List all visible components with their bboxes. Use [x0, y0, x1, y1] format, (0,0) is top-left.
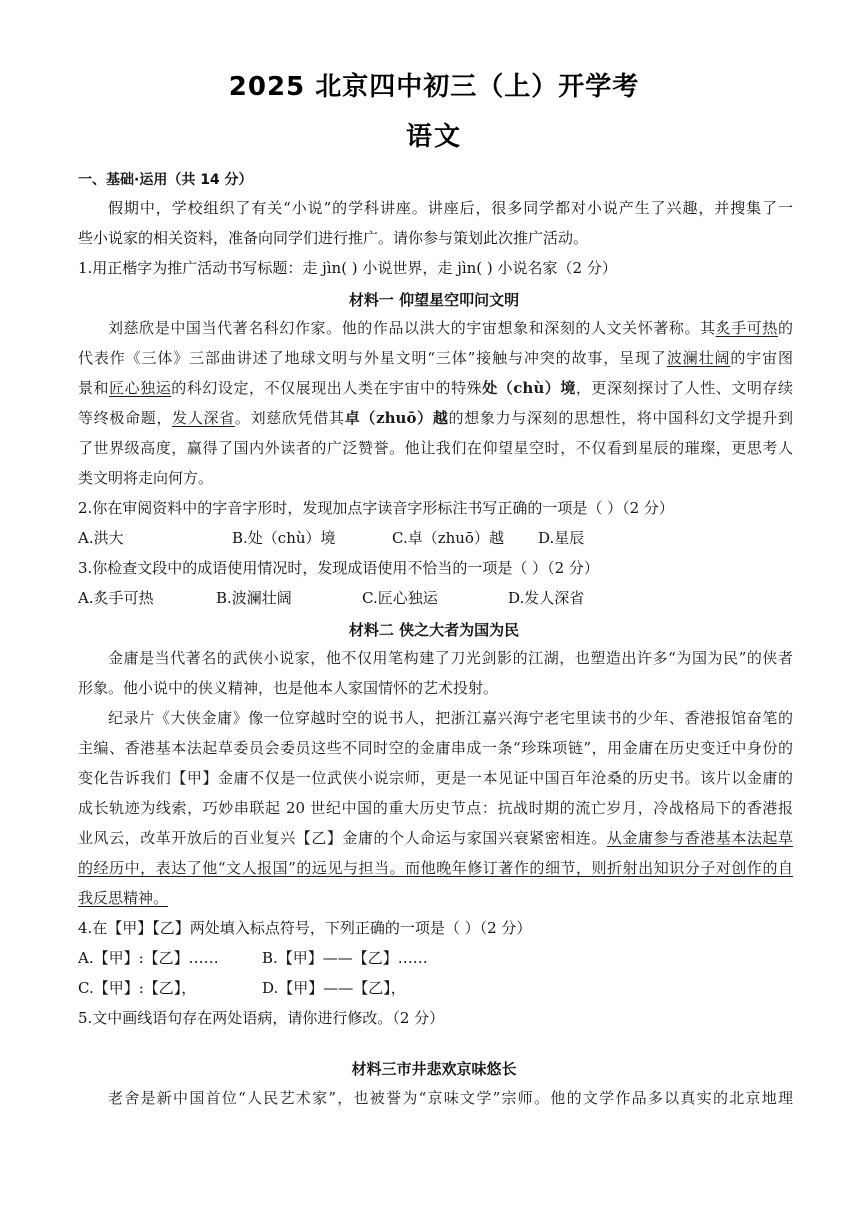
material-1-line-3: 景和匠心独运的科幻设定，不仅展现出人类在宇宙中的特殊处（chù）境，更深刻探讨了人性、文明存续	[78, 379, 793, 397]
section-heading: 一、基础·运用（共 14 分）	[78, 172, 253, 188]
intro-line-1: 假期中，学校组织了有关“小说”的学科讲座。讲座后，很多同学都对小说产生了兴趣，并搜集了一	[108, 199, 793, 217]
material-1-line-2: 代表作《三体》三部曲讲述了地球文明与外星文明“三体”接触与冲突的故事，呈现了波澜壮阔的宇宙图	[78, 349, 793, 367]
material-2-line-4: 主编、香港基本法起草委员会委员这些不同时空的金庸串成一条“珍珠项链”，用金庸在历史变迁中身份的	[78, 739, 793, 757]
material-2-line-7: 业风云，改革开放后的百业复兴【乙】金庸的个人命运与家国兴衰紧密相连。从金庸参与香港基本法起草	[78, 829, 793, 847]
subject-title: 语文	[405, 122, 462, 152]
material-2-line-6: 成长轨迹为线索，巧妙串联起 20 世纪中国的重大历史节点：抗战时期的流亡岁月，冷战格局下的香港报	[78, 799, 793, 817]
question-3: 3.你检查文段中的成语使用情况时，发现成语使用不恰当的一项是（ ）（2 分）	[78, 559, 599, 577]
material-1-line-1: 刘慈欣是中国当代著名科幻作家。他的作品以洪大的宇宙想象和深刻的人文关怀著称。其炙手可热的	[108, 319, 793, 337]
material-1-line-6: 类文明将走向何方。	[78, 469, 214, 487]
exam-title: 2025 北京四中初三（上）开学考	[228, 72, 640, 102]
material-3-title: 材料三市井悲欢京味悠长	[351, 1060, 517, 1078]
material-2-line-3: 纪录片《大侠金庸》像一位穿越时空的说书人，把浙江嘉兴海宁老宅里读书的少年、香港报馆奋笔的	[108, 709, 793, 727]
q2-option-c: C.卓（zhuō）越	[392, 529, 504, 547]
question-4: 4.在【甲】【乙】两处填入标点符号，下列正确的一项是（ ）（2 分）	[78, 919, 532, 937]
material-2-line-8: 的经历中，表达了他“文人报国”的远见与担当。而他晚年修订著作的细节，则折射出知识分子对创作的自	[78, 859, 793, 877]
q4-option-c: C.【甲】:【乙】，	[78, 979, 197, 997]
q4-option-a: A.【甲】:【乙】……	[78, 949, 219, 967]
question-1: 1.用正楷字为推广活动书写标题：走 jìn( ) 小说世界，走 jìn( ) 小说名家（2 分）	[78, 259, 617, 277]
question-2: 2.你在审阅资料中的字音字形时，发现加点字读音字形标注书写正确的一项是（ ）（2 分）	[78, 499, 674, 517]
material-2-line-1: 金庸是当代著名的武侠小说家，他不仅用笔构建了刀光剑影的江湖，也塑造出许多“为国为民”的侠者	[108, 649, 793, 667]
q4-option-b: B.【甲】——【乙】……	[262, 949, 428, 967]
q3-option-d: D.发人深省	[508, 589, 585, 607]
q3-option-a: A.炙手可热	[78, 589, 154, 607]
material-2-title: 材料二 侠之大者为国为民	[348, 621, 520, 639]
intro-line-2: 些小说家的相关资料，准备向同学们进行推广。请你参与策划此次推广活动。	[78, 229, 589, 247]
material-2-line-5: 变化告诉我们【甲】金庸不仅是一位武侠小说宗师，更是一本见证中国百年沧桑的历史书。该片以金庸的	[78, 769, 793, 787]
q2-option-d: D.星辰	[538, 529, 585, 547]
material-1-line-5: 了世界级高度，赢得了国内外读者的广泛赞誉。他让我们在仰望星空时，不仅看到星辰的璀璨，更思考人	[78, 439, 793, 457]
question-5: 5.文中画线语句存在两处语病，请你进行修改。（2 分）	[78, 1009, 445, 1027]
material-1-line-4: 等终极命题，发人深省。刘慈欣凭借其卓（zhuō）越的想象力与深刻的思想性，将中国科幻文学提升到	[78, 409, 793, 427]
material-2-line-9: 我反思精神。	[78, 889, 169, 907]
q3-option-b: B.波澜壮阔	[216, 589, 292, 607]
q2-option-b: B.处（chù）境	[232, 529, 336, 547]
q4-option-d: D.【甲】——【乙】，	[262, 979, 406, 997]
material-1-title: 材料一 仰望星空叩问文明	[348, 291, 520, 309]
q3-option-c: C.匠心独运	[362, 589, 438, 607]
material-3-line-1: 老舍是新中国首位“人民艺术家”，也被誉为“京味文学”宗师。他的文学作品多以真实的北京地理	[108, 1089, 793, 1107]
material-2-line-2: 形象。他小说中的侠义精神，也是他本人家国情怀的艺术投射。	[78, 679, 499, 697]
q2-option-a: A.洪大	[78, 529, 124, 547]
